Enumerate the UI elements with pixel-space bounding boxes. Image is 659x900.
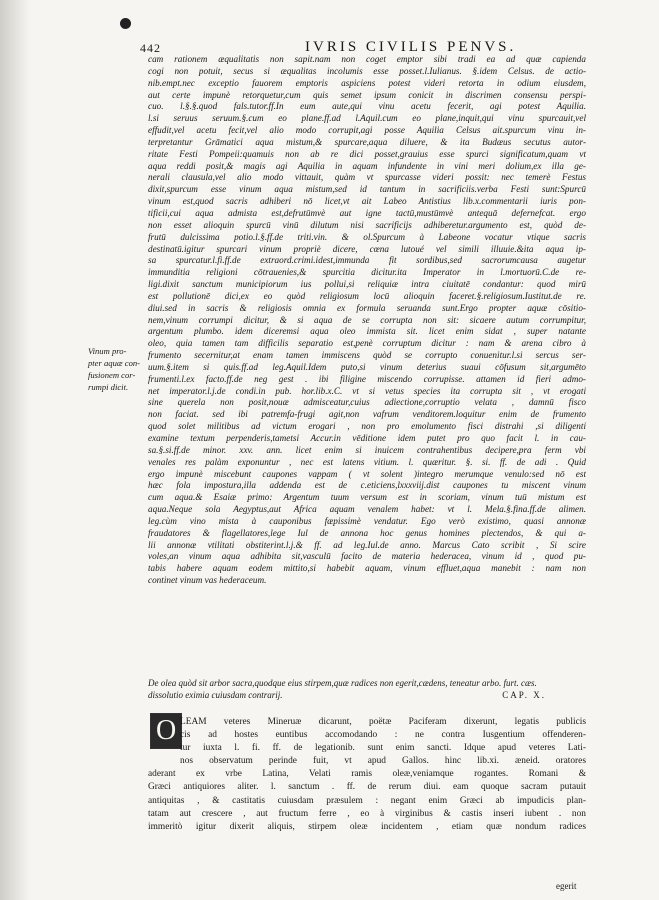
text-line: frumento secernitur,at enam tamen immiscens quòd se corrupto conuenitur.l.si sercus ser- (148, 350, 586, 361)
page-number: 442 (140, 41, 161, 55)
text-line: aut certe impunè retorquetur,cum quis semet ipsum conicit in discrimen consensu perspi- (148, 89, 586, 100)
page-edge-shadow (0, 0, 30, 900)
text-line: cogi non potuit, secus si æqualitas incolumis esse posset.l.Iulianus. §.idem Celsus. de actio- (148, 65, 586, 76)
chapter-text-line: Græci antiquiores aliter. l. sanctum . ff. de rerum diui. eam quoque sacram putauit (148, 782, 586, 793)
text-line: hæc fola impostura,illa addenda est de c.eticiens,lxxxviij.dist caupones tu miscent vinum (148, 480, 586, 491)
text-line: voles,an vinum aqua adhibita sit,vasculū facito de materia hederacea, vinum id , quod pu- (148, 551, 586, 562)
text-line: ergo impunè miscebunt caupones vappam ( vt solent )integro merumque venulo:sed nō est (148, 468, 586, 479)
chapter-text-line: antiquitas , & castitatis cuiusdam præsulem : negant enim Græci ab impudicis plan- (148, 795, 586, 806)
chapter-title-line: dissolutio eximia cuiusdam contrarij. (148, 690, 283, 700)
text-line: immunditia religioni cōtrauenies,& spurcitia dicitur.ita Imperator in l.mortuorū.C.de re- (148, 267, 586, 278)
text-line: examine textum perpenderis,tametsi Accur.in vēditione idem putet pro quo facit l. in cau- (148, 433, 586, 443)
text-line: vinum est,quod sacris adhiberi nō licet,vt ait Labeo Antistius lib.x.commentarii iuris pon- (148, 196, 586, 207)
text-line: continet vinum vas hederaceum. (148, 575, 267, 586)
chapter-title-line: De olea quòd sit arbor sacra,quodque eius stirpem,quæ radices non egerit,cædens, teneatur arbo. furt. cæs. (148, 678, 537, 688)
text-line: terpretantur Grāmatici aqua mistum,& spurcare,aqua diluere, & ita Budæus secutus autor- (148, 136, 586, 147)
margin-note (88, 345, 146, 393)
text-line: net imperator.l.j.de condi.in pub. hor.lib.x.C. vt si vetus species ita corrupta sit , vt erogati (148, 385, 586, 396)
text-line: fraudatores & flagellatores,lege Iul de annona hoc genus homines plectendos, & qui a- (148, 527, 586, 538)
margin-note-line: fusionem cor- (88, 370, 136, 380)
text-line: sa spurcatur.l.fi.ff.de extraord.crimi.idest,immunda fit sordibus,sed sacrorumcausa augetur (148, 255, 586, 266)
text-line: est pollutionē dici,ex eo quòd religiosum locū alioquin faceret.§.religiosum.Iustitut.de re. (148, 290, 586, 301)
main-text-block (148, 54, 586, 587)
text-line: destinatū.igitur spurcari vinum propriè dicere, cœna lutoué vel simili illuuie.&ita aqua ip- (148, 243, 586, 254)
catchword: egerit (556, 881, 577, 891)
text-line: ligi.dixit sanctum municipiorum ius pollui,si reliquiæ intra ciuitatē condantur: quod mirū (148, 279, 586, 290)
text-line: effudit,vel acetu fecit,vel alio modo corrupit,agi posse Aquilia Celsus ait.spurcum vinu in- (148, 125, 586, 136)
text-line: nem,vinum corrumpi dicitur, & si aqua de se corrupta non sit: sicaere autum corrumpitur, (148, 314, 586, 325)
ink-dot-mark (120, 18, 131, 29)
text-line: tabis habere aquam eodem mittito,si habebit aquam, vinum effluet,aqua manebit : nam non (148, 563, 586, 574)
text-line: frutū dulcissima potio.l.§.ff.de triti.vin. & ol.Spurcum à Labeone vocatur vtique sacris (148, 231, 586, 242)
running-title: IVRIS CIVILIS PENVS. (305, 39, 517, 55)
chapter-text-line: LEAM veteres Mineruæ dicarunt, poëtæ Paciferam dixerunt, legatis publicis (180, 717, 586, 727)
text-line: non esset alioquin spurcū vinū dilutum nisi sacrificijs adhiberetur.argumento est, quòd de- (148, 219, 586, 230)
text-line: frumenti.l.ex facto.ff.de neg gest . ibi filigine miscendo corrupisse. attamen id fieri admo- (148, 373, 586, 384)
text-line: cuo. l.§.§.quod fals.tutor.ff.In eum aute,qui vinu acetu fecerit, agi potest Aquilia. (148, 101, 586, 112)
margin-note-line: Vinum pro- (88, 346, 127, 356)
text-line: sa.§.si.ff.de minor. xxv. ann. licet enim si inuicem contrahentibus decipere,pra ferm vbi (148, 444, 586, 455)
text-line: l.si seruus seruum.§.cum eo plane.ff.ad l.Aquil.cum eo plane,inquit,qui vinu spurcauit,vel (148, 113, 586, 124)
text-line: aqua.Neque sola Aegyptus,aut Africa aquam venalem habet: vt l. Mela.§.fina.ff.de alimen. (148, 504, 586, 515)
text-line: uum.§.item si quis.ff.ad leg.Aquil.Idem puto,si vinum deterius suaui cōfusum sit,argumēto (148, 361, 586, 372)
text-line: non faciat. sed ibi patremfa-frugi agit,non vafrum venditorem.loquitur enim de frumento (148, 409, 586, 420)
text-line: cum aqua.& Esaiæ primo: Argentum tuum versum est in scoriam, vinum tuū mistum est (148, 492, 586, 503)
text-line: oleo, quia tamen tam difficilis separatio est,penè corruptum dicitur : nam & arena cibro à (148, 338, 586, 349)
initial-letter: O (156, 715, 177, 746)
chapter-text-block (148, 716, 586, 834)
text-line: dixit,spurcum esse vinum aqua mistum,sed id tantum in sacrificiis.verba Festi sunt:Spurcū (148, 184, 586, 195)
chapter-text-line: nos observatum perinde fuit, vt apud Gallos. hinc lib.xi. æneid. oratores (180, 756, 586, 767)
chapter-text-line: tur iuxta l. fi. ff. de legationib. sunt enim sancti. Idque apud veteres Lati- (180, 743, 586, 754)
text-line: cam rationem æqualitatis non sapit.nam non coget emptor sibi tradi ea ad quæ capienda (148, 54, 586, 64)
text-line: diui.sed in sacris & religiosis omnia ex formula seruanda sunt.Ergo propter aquæ cōsitio- (148, 302, 586, 313)
margin-note-line: pter aquæ con- (88, 358, 141, 368)
chapter-heading (148, 677, 586, 701)
margin-note-line: rumpi dicit. (88, 382, 129, 392)
chapter-text-line: immeritò igitur dixerit aliquis, stirpem oleæ incidentem , etiam quæ nondum radices (148, 821, 586, 832)
chapter-text-line: cis ad hostes euntibus accomodando : ne contra Iusgentium offenderen- (180, 730, 586, 741)
text-line: sine querela non posit,nouæ admisceatur,cuius adiectione,corruptio velata , damnū fisco (148, 397, 586, 408)
chapter-number: CAP. X. (502, 690, 546, 700)
text-line: nib.empt.nec exceptio fauorem emptoris aspiciens potest videri retorta in odium eiusdem, (148, 77, 586, 88)
text-line: quod solet militibus ad victum erogari , non pro emolumento fisci distrahi ,si diligenti (148, 421, 586, 432)
chapter-text-line: aderant ex vrbe Latina, Velati ramis oleæ,veniamque rogantes. Romani & (148, 769, 586, 780)
text-line: tificii,cui aqua admista est,defrutūmvè aut igne tactū,mustūmvè antequā defernefcat. ergo (148, 207, 586, 218)
text-line: venales res palàm exponuntur , nec est latens vitium. l. quæritur. §. si. ff. de adi . Quid (148, 456, 586, 467)
text-line: lii annonæ vtilitati obstiterint.l.j.& ff. ad leg.Iul.de anno. Marcus Cato scribit , Si scire (148, 539, 586, 550)
text-line: ritate Festi Pompeii:quamuis non ab re dici posset,grauius esse spurci significatum,quam vt (148, 148, 586, 159)
text-line: nerali clausula,vel alio modo vittauit, quàm vt spurcasse videri possit: nec temerè Festus (148, 172, 586, 183)
text-line: aqua reddi posit,& magis agi Aquilia in aquam infundente in vini meri dolium,ex illa ge- (148, 160, 586, 171)
text-line: leg.cùm vino mista à cauponibus fæpissimè vendatur. Ego verò existimo, quasi annonæ (148, 515, 586, 526)
chapter-text-line: tatam aut crescere , aut fructum ferre , eo à virginibus & castis inseri iubent . non (148, 808, 586, 819)
text-line: argentum plumbo. idem diceremsi aqua oleo immista sit. licet enim sidat , super natante (148, 326, 586, 337)
